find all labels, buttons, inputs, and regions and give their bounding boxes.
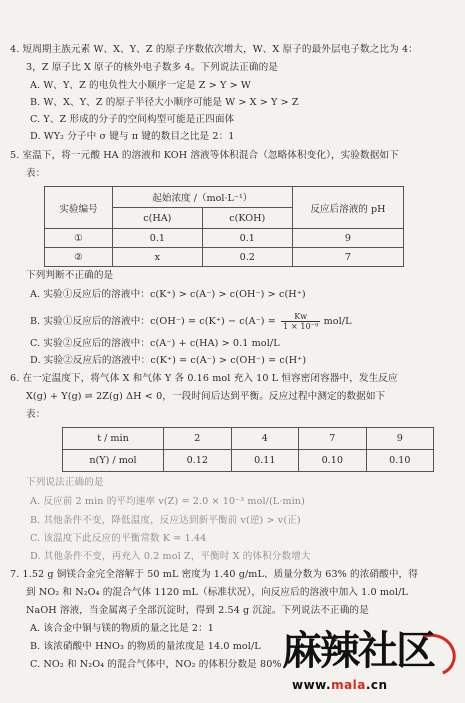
q5-row1-koh: 0.1 — [202, 229, 292, 248]
q4-option-a: A. W、Y、Z 的电负性大小顺序一定是 Z > Y > W — [30, 80, 251, 91]
q5-option-b-text: B. 实验①反应后的溶液中：c(OH⁻) = c(K⁺) − c(A⁻) = — [30, 316, 276, 327]
q5-option-b — [30, 312, 352, 332]
q6-t-1: 2 — [164, 428, 232, 450]
q5-header-koh: c(KOH) — [202, 208, 292, 229]
q6-stem-line3: 表： — [26, 409, 46, 420]
q5-option-b-unit: mol/L — [323, 316, 352, 327]
q5-row2-id: ② — [45, 248, 113, 267]
q5-row2-koh: 0.2 — [202, 248, 292, 267]
q5-header-id: 实验编号 — [45, 187, 113, 229]
q6-header-t: t / min — [63, 428, 164, 450]
q5-row2-ph: 7 — [292, 248, 403, 267]
q6-t-3: 7 — [299, 428, 367, 450]
q7-stem-line1: 7. 1.52 g 铜镁合金完全溶解于 50 mL 密度为 1.40 g/mL、质量分数为 63% 的浓硝酸中，得 — [10, 569, 418, 580]
watermark-url-prefix: www. — [292, 678, 332, 692]
q4-option-c: C. Y、Z 形成的分子的空间构型可能是正四面体 — [30, 114, 235, 125]
q5-option-b-fraction — [281, 312, 320, 331]
q5-option-b-denominator: 1 × 10⁻⁹ — [283, 322, 319, 331]
q6-option-d: D. 其他条件不变，再充入 0.2 mol Z，平衡时 X 的体积分数增大 — [30, 551, 311, 562]
q5-option-b-numerator: Kw — [281, 312, 320, 322]
q5-header-conc: 起始浓度 /（mol·L⁻¹） — [112, 187, 292, 208]
q6-option-c: C. 该温度下此反应的平衡常数 K = 1.44 — [30, 533, 207, 544]
q4-stem-line1: 4. 短周期主族元素 W、X、Y、Z 的原子序数依次增大，W、X 原子的最外层电子数之比为 4： — [10, 44, 418, 55]
mala-watermark-logo — [282, 628, 462, 700]
q5-lead: 下列判断不正确的是 — [26, 270, 114, 281]
q4-stem-line2: 3，Z 原子比 X 原子的核外电子数多 4。下列说法正确的是 — [26, 62, 278, 73]
q5-option-c: C. 实验②反应后的溶液中：c(A⁻) + c(HA) > 0.1 mol/L — [30, 338, 280, 349]
table-row — [45, 229, 404, 248]
table-row — [63, 450, 434, 472]
q5-data-table — [44, 186, 404, 267]
q6-option-b: B. 其他条件不变，降低温度，反应达到新平衡前 v(逆) > v(正) — [30, 515, 301, 526]
q6-ny-4: 0.10 — [366, 450, 434, 472]
q5-stem-line1: 5. 室温下，将一元酸 HA 的溶液和 KOH 溶液等体积混合（忽略体积变化），实验数据如下 — [10, 150, 399, 161]
q5-header-ph: 反应后溶液的 pH — [292, 187, 403, 229]
q6-ny-2: 0.11 — [231, 450, 299, 472]
q4-option-d: D. WY₂ 分子中 σ 键与 π 键的数目之比是 2：1 — [30, 131, 235, 142]
q6-ny-3: 0.10 — [299, 450, 367, 472]
q7-stem-line2: 到 NO₂ 和 N₂O₄ 的混合气体 1120 mL（标准状况），向反应后的溶液中加入 1.0 mol/L — [26, 587, 408, 598]
watermark-url — [292, 678, 388, 692]
watermark-url-brand: mala — [331, 678, 366, 692]
q5-row1-ha: 0.1 — [112, 229, 202, 248]
q6-stem-line1: 6. 在一定温度下，将气体 X 和气体 Y 各 0.16 mol 充入 10 L 恒容密闭容器中，发生反应 — [10, 373, 398, 384]
q5-option-a: A. 实验①反应后的溶液中：c(K⁺) > c(A⁻) > c(OH⁻) > c(H⁺) — [30, 289, 306, 300]
watermark-url-suffix: .cn — [365, 678, 388, 692]
q5-header-ha: c(HA) — [112, 208, 202, 229]
q4-option-b: B. W、X、Y、Z 的原子半径大小顺序可能是 W > X > Y > Z — [30, 97, 299, 108]
q5-option-d: D. 实验②反应后的溶液中：c(K⁺) = c(A⁻) > c(OH⁻) = c(H⁺) — [30, 355, 307, 366]
q7-option-c: C. NO₂ 和 N₂O₄ 的混合气体中，NO₂ 的体积分数是 80% — [30, 659, 282, 670]
q6-ny-1: 0.12 — [164, 450, 232, 472]
q6-stem-line2: X(g) + Y(g) ⇌ 2Z(g) ΔH < 0，一段时间后达到平衡。反应过程中测定的数据如下 — [26, 391, 386, 402]
table-row — [63, 428, 434, 450]
q6-option-a: A. 反应前 2 min 的平均速率 v(Z) = 2.0 × 10⁻³ mol/(L·min) — [30, 496, 305, 507]
q5-row1-id: ① — [45, 229, 113, 248]
q6-t-4: 9 — [366, 428, 434, 450]
table-row — [45, 248, 404, 267]
q6-t-2: 4 — [231, 428, 299, 450]
q7-option-a: A. 该合金中铜与镁的物质的量之比是 2：1 — [30, 623, 214, 634]
q5-row2-ha: x — [112, 248, 202, 267]
q7-stem-line3: NaOH 溶液，当金属离子全部沉淀时，得到 2.54 g 沉淀。下列说法不正确的是 — [26, 605, 369, 616]
watermark-text: 麻辣社区 — [282, 628, 434, 674]
q7-option-b: B. 该浓硝酸中 HNO₃ 的物质的量浓度是 14.0 mol/L — [30, 641, 261, 652]
q6-header-ny: n(Y) / mol — [63, 450, 164, 472]
q6-data-table — [62, 427, 434, 472]
q6-lead: 下列说法正确的是 — [26, 477, 104, 488]
q5-row1-ph: 9 — [292, 229, 403, 248]
q5-stem-line2: 表： — [26, 168, 46, 179]
